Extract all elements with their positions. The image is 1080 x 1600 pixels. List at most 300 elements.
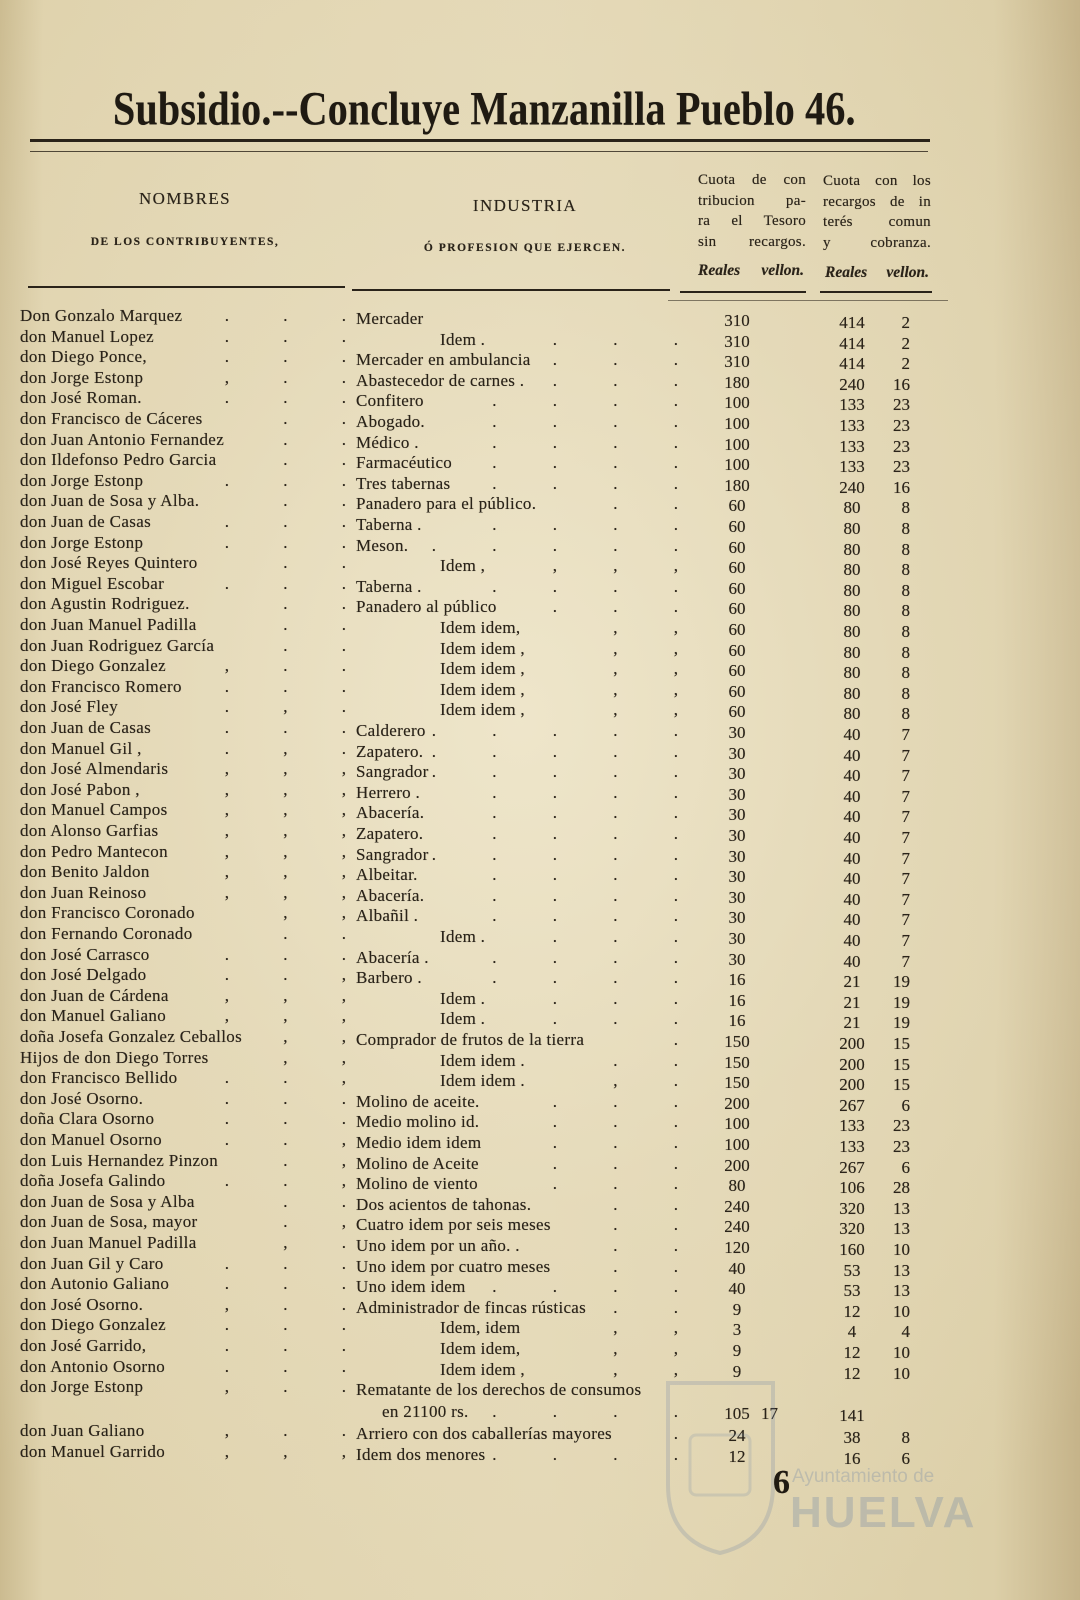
table-row <box>0 367 1080 394</box>
quota-total-value: 40 <box>843 745 861 765</box>
name-leader: . . . <box>224 1274 346 1294</box>
industry-leader: . . . . <box>492 947 678 967</box>
industry-text: Taberna . <box>356 515 422 534</box>
quota-base-value: 60 <box>728 517 746 536</box>
contributor-name: doña Josefa Gonzalez Ceballos <box>20 1027 243 1046</box>
industry-text: Albeitar. <box>356 865 418 885</box>
quota-base-value: 30 <box>728 764 746 784</box>
table-row <box>0 1274 1080 1301</box>
industry-leader: , , <box>613 659 678 679</box>
name-leader: . . <box>283 615 346 634</box>
industry-leader: , , <box>613 679 678 699</box>
industry-leader: . <box>673 1424 678 1444</box>
quota-base-value: 100 <box>724 1135 750 1154</box>
quota-total-value: 133 <box>839 416 865 435</box>
name-leader: . . . <box>224 347 346 367</box>
quota-total-maravedis: 7 <box>901 745 910 765</box>
quota-base-value: 60 <box>728 661 746 681</box>
quota-base-value: 30 <box>728 723 746 742</box>
industry-text: Idem . <box>440 988 486 1008</box>
name-leader: . . , <box>224 1068 346 1088</box>
quota-base-value: 60 <box>728 640 746 660</box>
quota-base-value: 24 <box>728 1426 746 1446</box>
name-leader: . , <box>283 1212 346 1232</box>
contributor-name: don Juan de Cárdena <box>20 985 169 1005</box>
quota-total-value: 40 <box>843 828 861 847</box>
quota-total-value: 40 <box>843 931 861 950</box>
table-row <box>0 656 1080 683</box>
name-leader: . . <box>283 1191 346 1211</box>
watermark-text: Ayuntamiento de <box>792 1466 935 1487</box>
quota-total-value: 414 <box>839 333 865 353</box>
quota-total-heading-line: recargos de in <box>823 193 931 210</box>
name-leader: . . . <box>224 1315 346 1335</box>
quota-base-value: 16 <box>728 990 746 1010</box>
quota-base-value: 310 <box>724 331 750 351</box>
quota-base-value: 150 <box>724 1073 750 1093</box>
quota-total-maravedis: 7 <box>901 725 910 744</box>
contributor-name: don Juan Rodriguez García <box>20 635 215 655</box>
table-row <box>0 512 1080 538</box>
industry-leader: . . . . <box>492 1444 678 1464</box>
industry-text: Sangrador <box>356 762 429 782</box>
contributor-name: don José Garrido, <box>20 1336 147 1355</box>
name-leader: . . . <box>224 532 346 552</box>
table-row <box>0 965 1080 992</box>
quota-total-value: 414 <box>839 313 865 332</box>
quota-base-value: 100 <box>724 393 750 413</box>
quota-total-heading-line: terés comun <box>823 214 931 230</box>
industry-leader: . . . <box>552 350 678 370</box>
name-leader: , , <box>283 1027 346 1046</box>
industry-text: Idem idem , <box>440 1359 525 1379</box>
quota-total-maravedis: 10 <box>893 1363 910 1383</box>
contributor-name: don José Pabon , <box>20 779 140 799</box>
quota-total-value: 80 <box>843 519 861 538</box>
quota-total-value: 200 <box>839 1075 865 1095</box>
quota-total-maravedis: 8 <box>901 519 910 538</box>
contributor-name: don Jorge Estonp <box>20 470 144 490</box>
quota-base-value: 310 <box>724 311 750 330</box>
name-leader: , , , <box>224 1006 346 1026</box>
industry-leader: . . . <box>552 1091 678 1111</box>
table-row <box>0 1088 1080 1115</box>
quota-total-maravedis: 8 <box>901 663 910 683</box>
contributor-name: don Diego Gonzalez <box>20 656 167 676</box>
table-row <box>0 1006 1080 1033</box>
industry-text: Zapatero. <box>356 824 424 843</box>
quota-base-value: 9 <box>732 1361 742 1381</box>
name-leader: , . . <box>224 1421 346 1441</box>
industry-leader: . . . . <box>492 1277 678 1297</box>
quota-base-value: 100 <box>724 434 750 454</box>
industry-leader: . . . . <box>492 412 678 431</box>
watermark-text: HUELVA <box>790 1488 977 1537</box>
contributor-name: don Antonio Osorno <box>20 1356 166 1376</box>
contributor-name: don Benito Jaldon <box>20 862 150 882</box>
industry-leader: . . . . <box>492 885 678 905</box>
quota-base-value: 80 <box>728 1176 746 1196</box>
contributor-name: don Manuel Campos <box>20 800 168 820</box>
contributor-name: don Francisco Bellido <box>20 1068 178 1088</box>
names-column-heading: NOMBRES <box>139 189 231 208</box>
quota-total-maravedis: 23 <box>893 457 910 477</box>
table-row <box>0 697 1080 724</box>
industry-leader: . . . . <box>492 782 678 802</box>
table-row <box>0 1212 1080 1239</box>
quota-total-maravedis: 13 <box>893 1260 910 1280</box>
quota-total-maravedis: 8 <box>901 498 910 518</box>
quota-total-maravedis: 8 <box>901 642 910 662</box>
industry-leader: . . <box>613 1236 678 1255</box>
table-row <box>0 759 1080 786</box>
quota-total-maravedis: 16 <box>893 477 910 497</box>
name-leader: , , , <box>224 800 346 820</box>
contributor-name: don Alonso Garfias <box>20 821 159 840</box>
quota-total-value: 414 <box>839 354 865 374</box>
quota-total-value: 106 <box>839 1178 865 1198</box>
industry-text: Idem idem, <box>440 618 521 637</box>
quota-base-value: 60 <box>728 702 746 722</box>
quota-total-maravedis: 13 <box>893 1198 910 1218</box>
quota-base-value: 3 <box>732 1320 742 1340</box>
contributor-name: don José Osorno. <box>20 1088 144 1108</box>
name-leader: , . . <box>224 1377 346 1397</box>
industry-text: Uno idem idem <box>356 1277 466 1297</box>
table-row <box>0 882 1080 909</box>
table-row <box>0 841 1080 868</box>
industry-text: Abogado. <box>356 412 425 431</box>
table-row <box>0 1191 1080 1218</box>
quota-total-maravedis: 10 <box>893 1343 910 1362</box>
quota-total-value: 80 <box>843 560 861 580</box>
quota-total-value: 16 <box>843 1448 861 1468</box>
table-row <box>0 1315 1080 1342</box>
name-leader: . . <box>283 924 346 943</box>
quota-total-value: 40 <box>843 889 861 909</box>
quota-total-value: 21 <box>843 1013 861 1033</box>
quota-total-maravedis: 7 <box>901 807 910 827</box>
quota-total-value: 80 <box>843 683 861 703</box>
industry-column-subheading: Ó PROFESION QUE EJERCEN. <box>423 242 627 254</box>
contributor-name: don José Almendaris <box>20 759 169 779</box>
quota-total-maravedis: 2 <box>901 354 910 374</box>
table-row <box>0 347 1080 374</box>
table-row <box>0 615 1080 641</box>
industry-leader: . . . <box>552 1112 678 1132</box>
table-row <box>0 944 1080 971</box>
industry-leader: . . . . . <box>431 741 678 761</box>
quota-total-value: 21 <box>843 992 861 1012</box>
table-row <box>0 821 1080 847</box>
industry-leader: . . . . <box>492 576 678 596</box>
table-row <box>0 326 1080 353</box>
contributor-name: don José Roman. <box>20 388 142 408</box>
name-leader: . . . <box>224 388 346 408</box>
contributor-name: don Juan de Sosa y Alba. <box>20 491 200 511</box>
industry-leader: , , <box>613 1318 678 1338</box>
industry-text: Zapatero. <box>356 741 424 761</box>
name-leader: . . . <box>224 676 346 696</box>
industry-text: Idem , <box>440 556 486 576</box>
industry-text: Idem idem . <box>440 1071 525 1091</box>
table-row <box>0 676 1080 703</box>
name-leader: . , <box>283 1150 346 1170</box>
table-row <box>0 800 1080 827</box>
quota-total-value: 40 <box>843 807 861 827</box>
industry-text: Molino de Aceite <box>356 1153 479 1173</box>
quota-base-heading-line: ra el Tesoro <box>698 213 806 229</box>
industry-text: Idem idem . <box>440 1050 525 1070</box>
table-row <box>0 1441 1080 1468</box>
industry-leader: , . <box>613 1071 678 1091</box>
table-row <box>0 635 1080 662</box>
table-row <box>0 924 1080 950</box>
quota-total-value: 160 <box>839 1240 865 1259</box>
industry-text: Rematante de los derechos de consumos <box>356 1380 642 1400</box>
industry-text: Idem . <box>440 927 486 946</box>
table-row <box>0 553 1080 580</box>
quota-total-value: 80 <box>843 663 861 683</box>
quota-base-value: 60 <box>728 578 746 598</box>
quota-total-value: 40 <box>843 848 861 868</box>
quota-base-value: 60 <box>728 620 746 639</box>
quota-total-maravedis: 2 <box>901 313 910 332</box>
quota-base-value: 60 <box>728 681 746 701</box>
quota-base-value: 30 <box>728 949 746 969</box>
quota-total-maravedis: 23 <box>893 1116 910 1136</box>
name-leader: , . . <box>224 656 346 676</box>
quota-base-value: 30 <box>728 846 746 866</box>
industry-text: Molino de aceite. <box>356 1091 480 1111</box>
industry-leader: . . . . <box>492 824 678 843</box>
quota-total-value: 40 <box>843 951 861 971</box>
quota-base-value: 30 <box>728 887 746 907</box>
industry-text: Taberna . <box>356 576 422 596</box>
industry-text: Dos acientos de tahonas. <box>356 1194 532 1214</box>
table-row <box>0 862 1080 889</box>
industry-text: Panadero al público <box>356 597 497 617</box>
industry-leader: . . . <box>552 927 678 946</box>
quota-total-maravedis: 10 <box>893 1301 910 1321</box>
industry-leader: . . <box>613 494 678 514</box>
quota-total-maravedis: 8 <box>901 1428 910 1448</box>
industry-leader: . . . . <box>492 1402 678 1422</box>
table-row <box>0 1356 1080 1383</box>
contributor-name: don Manuel Osorno <box>20 1130 162 1149</box>
industry-text: Idem idem , <box>440 659 525 679</box>
name-leader: , , , <box>224 779 346 799</box>
table-row <box>0 779 1080 806</box>
quota-total-value: 133 <box>839 1137 865 1156</box>
quota-total-maravedis: 7 <box>901 828 910 847</box>
quota-total-value: 267 <box>839 1095 865 1115</box>
table-row <box>0 594 1080 621</box>
quota-base-value: 16 <box>728 970 746 990</box>
name-leader: . . . <box>224 1088 346 1108</box>
industry-leader: , , <box>613 1339 678 1358</box>
table-row <box>0 1233 1080 1259</box>
industry-text: Abacería. <box>356 885 425 905</box>
quota-base-value: 150 <box>724 1032 750 1051</box>
contributor-name: don Agustin Rodriguez. <box>20 594 190 614</box>
name-leader: . . . <box>224 718 346 737</box>
quota-total-maravedis: 13 <box>893 1219 910 1239</box>
quota-base-heading-line: sin recargos. <box>698 233 806 250</box>
industry-leader: . <box>673 1030 678 1049</box>
quota-base-value: 310 <box>724 352 750 372</box>
table-row <box>0 573 1080 600</box>
quota-base-value: 30 <box>728 784 746 804</box>
quota-total-value: 80 <box>843 622 861 641</box>
name-leader: . . <box>283 553 346 573</box>
table-row <box>0 1068 1080 1095</box>
name-leader: , , , <box>224 759 346 779</box>
quota-total-value: 133 <box>839 1116 865 1136</box>
industry-leader: , , <box>613 618 678 637</box>
quota-total-maravedis: 7 <box>901 951 910 971</box>
contributor-name: don José Carrasco <box>20 944 150 964</box>
quota-total-value: 133 <box>839 457 865 477</box>
industry-text: Idem dos menores <box>356 1444 486 1464</box>
quota-base-value: 240 <box>724 1196 750 1216</box>
industry-text: Abacería. <box>356 803 425 823</box>
name-leader: . . . <box>224 1253 346 1273</box>
industry-text: Calderero <box>356 721 426 740</box>
quota-base-value: 40 <box>728 1279 746 1299</box>
name-leader: . . . <box>224 1356 346 1376</box>
quota-total-value: 80 <box>843 601 861 621</box>
quota-base-value: 16 <box>728 1011 746 1031</box>
quota-base-value: 100 <box>724 1114 750 1134</box>
quota-total-value: 200 <box>839 1034 865 1053</box>
industry-leader: . . . . <box>492 803 678 823</box>
table-row <box>0 1421 1080 1448</box>
industry-text: Abacería . <box>356 947 429 967</box>
quota-total-maravedis: 28 <box>893 1178 910 1198</box>
name-leader: . . . <box>224 326 346 346</box>
quota-base-value: 60 <box>728 558 746 578</box>
quota-total-maravedis: 7 <box>901 869 910 889</box>
contributor-name: don Manuel Garrido <box>20 1441 166 1461</box>
quota-base-value: 30 <box>728 908 746 928</box>
table-row <box>0 1377 1080 1426</box>
quota-total-value: 40 <box>843 910 861 930</box>
name-leader: . . <box>283 491 346 511</box>
quota-base-value: 30 <box>728 826 746 845</box>
industry-leader: . . . . <box>492 968 678 988</box>
name-leader: . . <box>283 594 346 614</box>
quota-base-value: 12 <box>728 1446 746 1466</box>
industry-text: Idem idem , <box>440 638 525 658</box>
quota-total-value: 240 <box>839 374 865 394</box>
quota-base-value: 30 <box>728 867 746 887</box>
name-leader: , . <box>283 1233 346 1252</box>
industry-text: Uno idem por cuatro meses <box>356 1256 551 1276</box>
quota-total-maravedis: 7 <box>901 931 910 950</box>
name-leader: . . . <box>224 470 346 490</box>
quota-total-value: 133 <box>839 436 865 456</box>
quota-base-value: 30 <box>728 805 746 825</box>
name-leader: , . . <box>224 367 346 387</box>
quota-total-maravedis: 8 <box>901 601 910 621</box>
quota-total-value: 320 <box>839 1219 865 1239</box>
quota-total-maravedis: 16 <box>893 374 910 394</box>
contributor-name: doña Josefa Galindo <box>20 1171 166 1191</box>
industry-text: Comprador de frutos de la tierra <box>356 1030 585 1049</box>
industry-leader: . . . <box>552 370 678 390</box>
quota-total-value: 141 <box>839 1406 865 1426</box>
industry-leader: . . . . <box>492 906 678 926</box>
page-title: Subsidio.--Concluye Manzanilla Pueblo 46. <box>113 81 856 136</box>
industry-text: Idem idem , <box>440 700 525 720</box>
industry-leader: , , , <box>552 556 678 576</box>
quota-total-maravedis: 7 <box>901 786 910 806</box>
table-row <box>0 1336 1080 1362</box>
name-leader: . . . <box>224 1109 346 1129</box>
quota-total-maravedis: 2 <box>901 333 910 353</box>
table-row <box>0 903 1080 930</box>
quota-base-value: 40 <box>728 1258 746 1278</box>
industry-text: Tres tabernas <box>356 473 451 493</box>
contributor-name: don Pedro Mantecon <box>20 841 168 861</box>
quota-total-value: 80 <box>843 498 861 518</box>
quota-base-value: 180 <box>724 372 750 392</box>
name-leader: , , , <box>224 882 346 902</box>
industry-leader: . . <box>613 1194 678 1214</box>
contributor-name: don Jorge Estonp <box>20 1377 144 1397</box>
industry-leader: . . <box>613 1256 678 1276</box>
quota-total-value: 267 <box>839 1157 865 1177</box>
quota-total-value: 80 <box>843 704 861 724</box>
contributor-name: don Juan de Casas <box>20 512 152 531</box>
name-leader: , , , <box>224 1441 346 1461</box>
quota-total-value: 12 <box>843 1343 861 1362</box>
industry-leader: . . . <box>552 1153 678 1173</box>
name-leader: . . <box>283 635 346 655</box>
quota-total-value: 53 <box>843 1281 861 1301</box>
name-leader: , , , <box>224 821 346 840</box>
quota-base-value: 60 <box>728 599 746 619</box>
name-leader: . . . <box>224 306 346 325</box>
quota-total-maravedis: 8 <box>901 580 910 600</box>
industry-text: Confitero <box>356 391 424 411</box>
table-row <box>0 1109 1080 1136</box>
industry-leader: . . . <box>552 329 678 349</box>
name-leader: , . . <box>224 1294 346 1314</box>
industry-leader: , , <box>613 638 678 658</box>
industry-text: Barbero . <box>356 968 422 988</box>
quota-total-maravedis: 19 <box>893 992 910 1012</box>
quota-total-maravedis: 19 <box>893 1013 910 1033</box>
quota-total-value: 12 <box>843 1301 861 1321</box>
contributor-name: don Manuel Lopez <box>20 326 155 346</box>
industry-text: Mercader <box>356 309 424 328</box>
quota-total-maravedis: 15 <box>893 1054 910 1074</box>
industry-leader: . . <box>613 1050 678 1070</box>
quota-total-maravedis: 19 <box>893 972 910 992</box>
quota-total-value: 133 <box>839 395 865 415</box>
table-row <box>0 450 1080 477</box>
contributor-name: don Fernando Coronado <box>20 924 193 943</box>
contributor-name: don Juan Manuel Padilla <box>20 1233 197 1252</box>
quota-base-value: 150 <box>724 1052 750 1072</box>
name-leader: , , , <box>224 862 346 882</box>
name-leader: , , , <box>224 985 346 1005</box>
quota-total-value: 200 <box>839 1054 865 1074</box>
quota-base-value: 120 <box>724 1238 750 1257</box>
quota-total-maravedis: 4 <box>901 1322 910 1342</box>
